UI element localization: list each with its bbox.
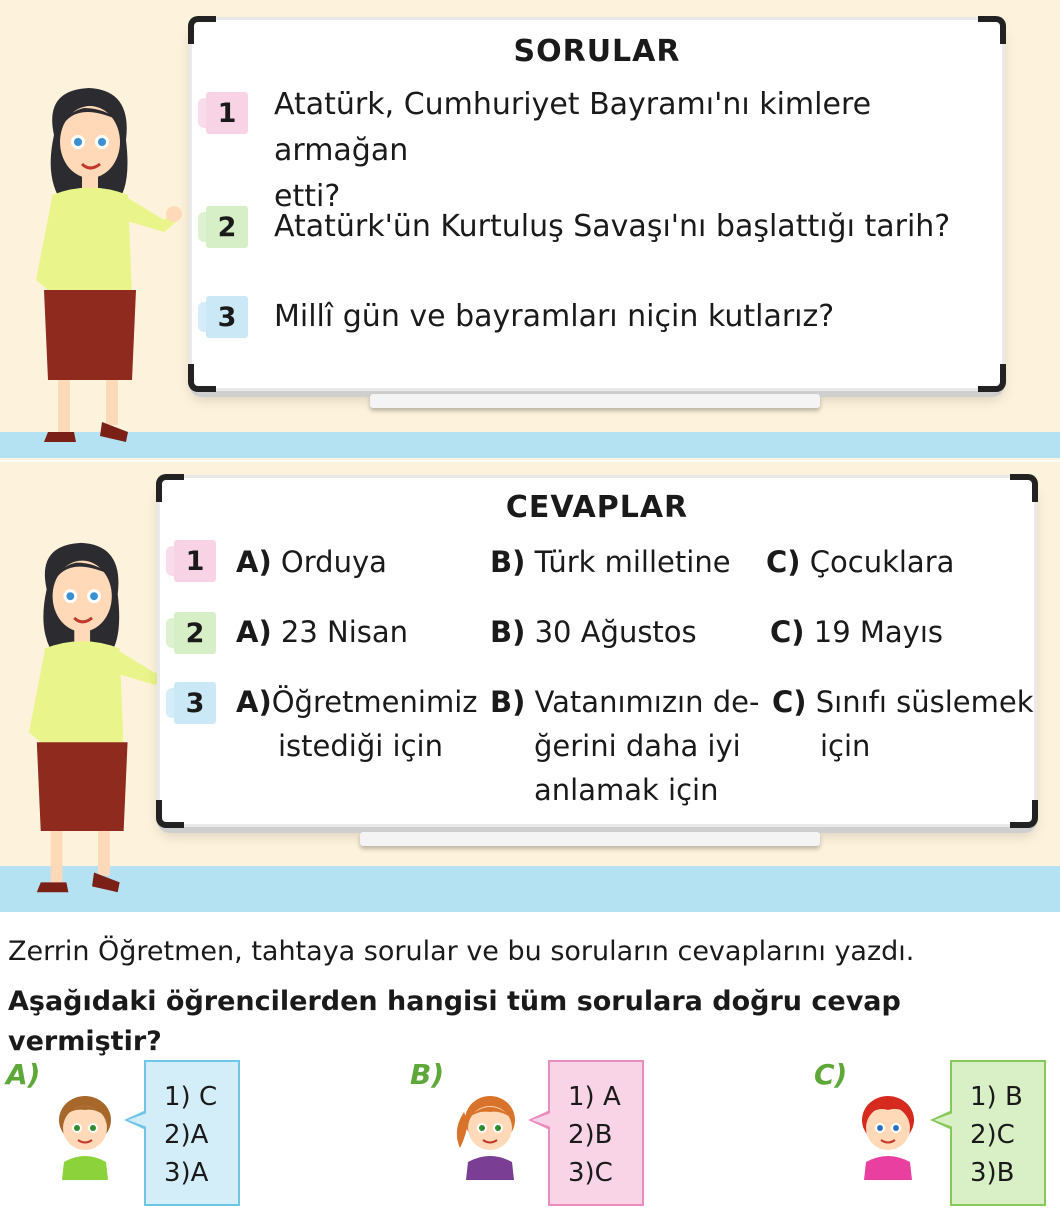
answer-row-2-number: 2 — [174, 612, 216, 654]
answer-row-3-number: 3 — [174, 682, 216, 724]
option-c-letter[interactable]: C) — [814, 1058, 848, 1091]
teacher-illustration — [6, 535, 186, 910]
answer-1b: B) Türk milletine — [490, 545, 731, 579]
answer-3b: B) Vatanımızın de- ğerini daha iyi anlamak için — [490, 685, 760, 807]
question-3-text: Millî gün ve bayramları niçin kutlarız? — [274, 299, 835, 334]
answer-2b: B) 30 Ağustos — [490, 615, 697, 649]
girl-avatar-icon — [452, 1090, 528, 1180]
teacher-illustration — [14, 80, 194, 460]
question-1-text: Atatürk, Cumhuriyet Bayramı'nı kimlere armağan etti? — [274, 87, 872, 214]
option-b-letter[interactable]: B) — [410, 1058, 445, 1091]
prompt-question: Aşağıdaki öğrencilerden hangisi tüm sorulara doğru cevap vermiştir? — [8, 986, 901, 1057]
option-c-bubble[interactable]: 1) B 2)C 3)B — [950, 1060, 1046, 1206]
answers-board-tray — [360, 832, 820, 846]
question-1-number: 1 — [206, 92, 248, 134]
answer-2a: A) 23 Nisan — [236, 615, 409, 649]
prompt-statement: Zerrin Öğretmen, tahtaya sorular ve bu soruların cevaplarını yazdı. — [8, 936, 915, 967]
boy-avatar-icon — [50, 1090, 120, 1180]
questions-board — [192, 20, 1002, 388]
option-a-letter[interactable]: A) — [6, 1058, 41, 1091]
option-b-bubble[interactable]: 1) A 2)B 3)C — [548, 1060, 644, 1206]
question-2-number: 2 — [206, 206, 248, 248]
boy-avatar-icon — [852, 1090, 924, 1180]
answer-1c: C) Çocuklara — [766, 545, 955, 579]
answers-title: CEVAPLAR — [505, 490, 689, 525]
questions-title: SORULAR — [513, 34, 681, 69]
answer-2c: C) 19 Mayıs — [770, 615, 944, 649]
answer-3c: C) Sınıfı süslemek için — [772, 685, 1034, 763]
question-2-text: Atatürk'ün Kurtuluş Savaşı'nı başlattığı tarih? — [274, 209, 951, 244]
answers-board — [160, 478, 1034, 824]
questions-board-tray — [370, 394, 820, 408]
answer-3a: A)Öğretmenimiz istediği için — [236, 685, 478, 763]
question-3-number: 3 — [206, 296, 248, 338]
answer-1a: A) Orduya — [236, 545, 387, 579]
answer-row-1-number: 1 — [174, 540, 216, 582]
option-a-bubble[interactable]: 1) C 2)A 3)A — [144, 1060, 240, 1206]
